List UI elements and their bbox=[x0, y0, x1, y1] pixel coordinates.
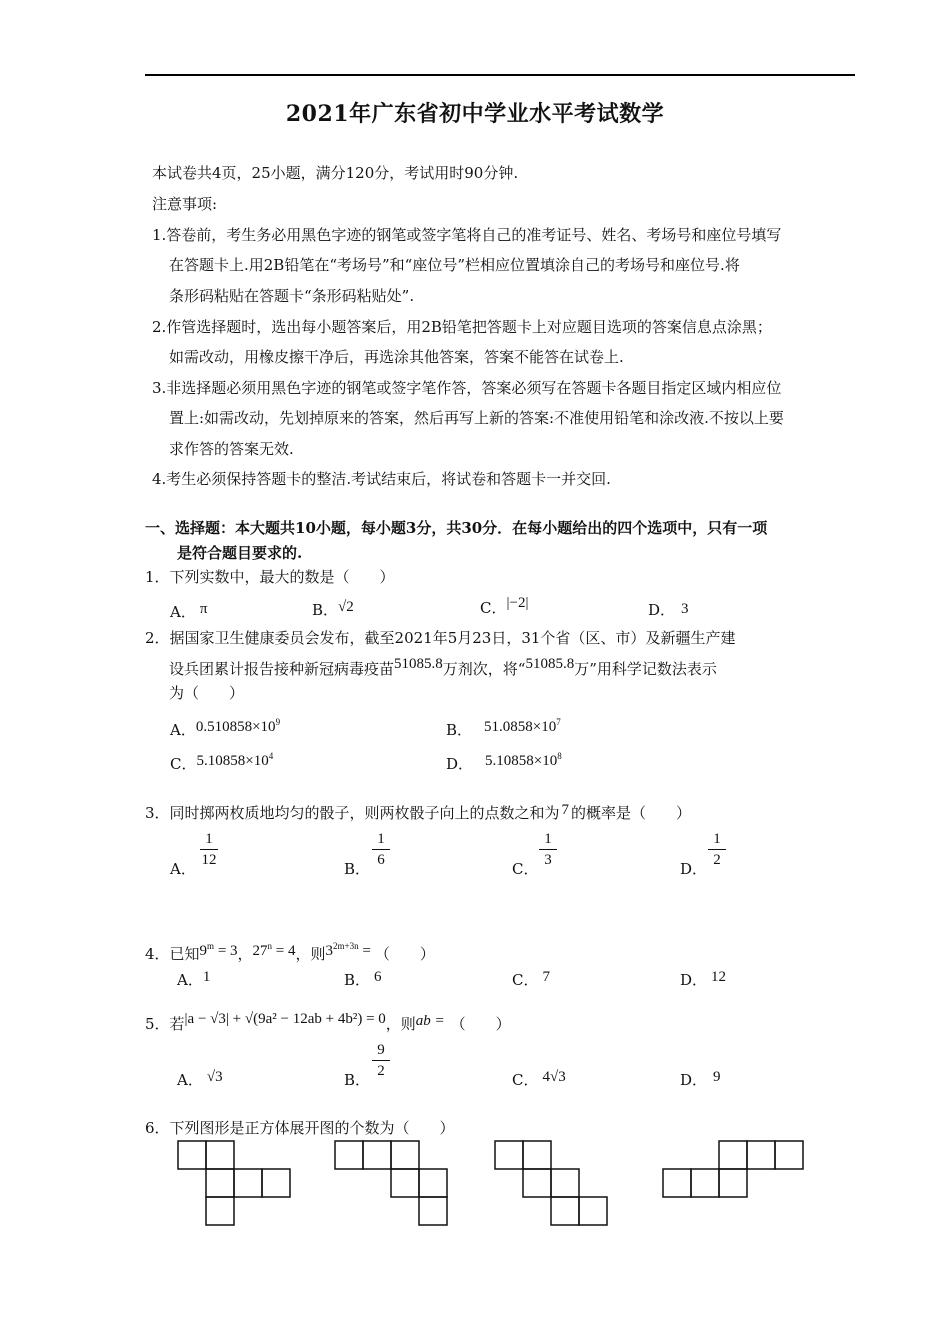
question-1-stem: 1．下列实数中，最大的数是（ ） bbox=[145, 568, 395, 586]
question-4-stem: 4．已知$9^m = 3$，$27^n = 4$，则$3^{2m+3n}$ = （ ） bbox=[145, 941, 435, 963]
notice-line: 3.非选择题必须用黑色字迹的钢笔或签字笔作答，答案必须写在答题卡各题目指定区域内相应位 bbox=[152, 379, 782, 397]
cube-net-4 bbox=[663, 1141, 803, 1197]
q3-option-b-fraction: 1 6 bbox=[370, 830, 392, 869]
q5-option-b-label: B． bbox=[344, 1071, 371, 1089]
q4-option-d: D． 12 bbox=[680, 969, 727, 989]
q4-option-c: C． 7 bbox=[512, 969, 550, 989]
question-2-stem: 2．据国家卫生健康委员会发布，截至2021年5月23日，31个省（区、市）及新疆生产建 bbox=[145, 629, 736, 647]
q4-option-a: A．1 bbox=[177, 969, 211, 989]
notice-line: 置上:如需改动，先划掉原来的答案，然后再写上新的答案:不准使用铅笔和涂改液.不按以上要 bbox=[169, 409, 784, 427]
notice-line: 1.答卷前，考生务必用黑色字迹的钢笔或签字笔将自己的准考证号、姓名、考场号和座位号填写 bbox=[152, 226, 782, 244]
question-2-stem-3: 为（ ） bbox=[169, 684, 245, 702]
question-6-stem: 6．下列图形是正方体展开图的个数为（ ） bbox=[145, 1119, 455, 1137]
q1-option-c: C．|−2| bbox=[480, 595, 529, 617]
q5-option-a: A． √3 bbox=[177, 1069, 223, 1089]
question-5-stem: 5．若|a − √3| + √(9a² − 12ab + 4b²) = 0，则ab = （ ） bbox=[145, 1011, 511, 1033]
notice-line: 如需改动，用橡皮擦干净后，再选涂其他答案，答案不能答在试卷上. bbox=[169, 348, 624, 366]
q1-option-d: D． 3 bbox=[648, 601, 689, 619]
notice-heading: 注意事项: bbox=[152, 195, 218, 213]
notice-line: 条形码粘贴在答题卡“条形码粘贴处”. bbox=[169, 287, 415, 305]
q5-option-d: D． 9 bbox=[680, 1069, 721, 1089]
intro-text: 本试卷共4页，25小题，满分120分，考试用时90分钟. bbox=[152, 164, 519, 182]
q3-option-c-fraction: 1 3 bbox=[537, 830, 559, 869]
question-2-stem-2: 设兵团累计报告接种新冠病毒疫苗51085.8万剂次，将“51085.8万”用科学记数法表示 bbox=[169, 656, 717, 678]
q3-option-b-label: B． bbox=[344, 860, 371, 878]
cube-net-3 bbox=[495, 1141, 607, 1225]
notice-line: 2.作管选择题时，选出每小题答案后，用2B铅笔把答题卡上对应题目选项的答案信息点涂黑； bbox=[152, 318, 772, 336]
question-3-stem: 3．同时掷两枚质地均匀的骰子，则两枚骰子向上的点数之和为 7 的概率是（ ） bbox=[145, 802, 692, 822]
cube-net-2 bbox=[335, 1141, 447, 1225]
q4-option-b: B． 6 bbox=[344, 969, 382, 989]
q3-option-a-fraction: 1 12 bbox=[201, 831, 217, 868]
page-title: 2021年广东省初中学业水平考试数学 bbox=[285, 101, 665, 127]
q1-option-a: A． π bbox=[170, 601, 208, 621]
q2-option-b: B． $51.0858\times 10^7$ bbox=[446, 717, 561, 739]
q2-option-c: C．$5.10858\times 10^4$ bbox=[170, 751, 274, 773]
section-heading: 一、选择题：本大题共10小题，每小题3分，共30分．在每小题给出的四个选项中，只有一项 bbox=[145, 519, 768, 537]
notice-line: 求作答的答案无效. bbox=[169, 440, 294, 458]
q3-option-d-fraction: 1 2 bbox=[706, 830, 728, 869]
notice-line: 在答题卡上.用2B铅笔在“考场号”和“座位号”栏相应位置填涂自己的考场号和座位号.将 bbox=[169, 256, 740, 274]
section-heading-cont: 是符合题目要求的. bbox=[177, 544, 303, 562]
q5-option-c: C． 4√3 bbox=[512, 1069, 566, 1089]
cube-net-1 bbox=[178, 1141, 290, 1225]
q3-option-d-label: D． bbox=[680, 860, 708, 878]
q5-option-b-fraction: 9 2 bbox=[370, 1041, 392, 1080]
q3-option-a-label: A． bbox=[170, 860, 196, 878]
q2-option-d: D． $5.10858\times 10^8$ bbox=[446, 751, 562, 773]
q1-option-b: B．√2 bbox=[312, 599, 354, 619]
q3-option-c-label: C． bbox=[512, 860, 539, 878]
q2-option-a: A．$0.510858\times 10^9$ bbox=[170, 717, 281, 739]
notice-line: 4.考生必须保持答题卡的整洁.考试结束后，将试卷和答题卡一并交回. bbox=[152, 470, 611, 488]
